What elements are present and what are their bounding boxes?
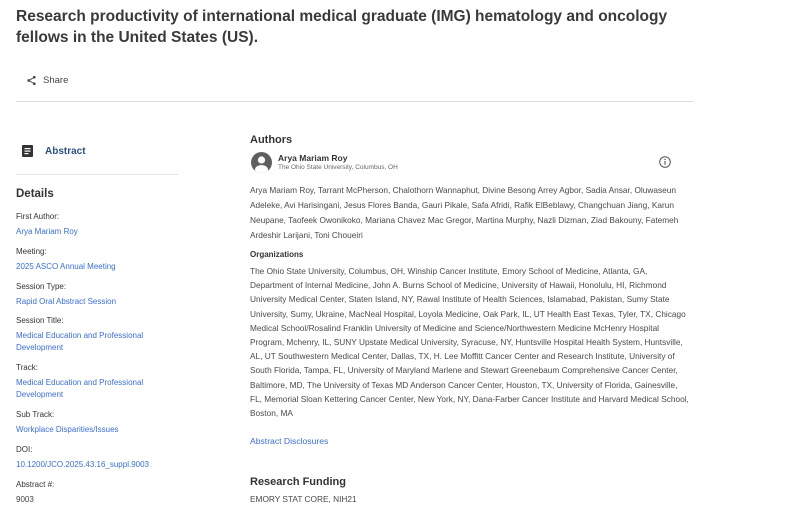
- session-type-link[interactable]: Rapid Oral Abstract Session: [16, 297, 117, 306]
- avatar: [251, 152, 272, 173]
- document-icon: [22, 145, 33, 157]
- detail-label: Meeting:: [16, 247, 47, 256]
- details-heading: Details: [16, 188, 54, 200]
- detail-doi: [16, 444, 176, 471]
- abstract-number-value: 9003: [16, 495, 34, 504]
- track-link[interactable]: Medical Education and Professional Development: [16, 378, 144, 399]
- detail-track: [16, 362, 176, 401]
- detail-session-title: [16, 315, 176, 354]
- detail-abstract-number: [16, 479, 176, 506]
- sidebar-item-abstract[interactable]: [22, 145, 86, 157]
- share-label: Share: [43, 75, 69, 86]
- author-info-button[interactable]: [659, 155, 671, 173]
- detail-label: Abstract #:: [16, 480, 55, 489]
- header-divider: [16, 101, 693, 102]
- detail-label: Sub Track:: [16, 410, 55, 419]
- detail-sub-track: [16, 409, 176, 436]
- meeting-link[interactable]: 2025 ASCO Annual Meeting: [16, 262, 116, 271]
- detail-label: Session Title:: [16, 316, 64, 325]
- page-title: Research productivity of international medical graduate (IMG) hematology and oncology fellows in the United States (US).: [16, 8, 668, 46]
- first-author-link[interactable]: Arya Mariam Roy: [16, 227, 78, 236]
- sub-track-link[interactable]: Workplace Disparities/Issues: [16, 425, 119, 434]
- organizations-heading: Organizations: [250, 250, 304, 259]
- research-funding-value: EMORY STAT CORE, NIH21: [250, 494, 357, 504]
- detail-session-type: [16, 281, 176, 308]
- info-icon: [659, 156, 671, 168]
- author-name: Arya Mariam Roy: [278, 153, 348, 163]
- share-button[interactable]: [26, 75, 68, 86]
- session-title-link[interactable]: Medical Education and Professional Development: [16, 331, 144, 352]
- detail-meeting: [16, 246, 176, 273]
- detail-label: Track:: [16, 363, 38, 372]
- detail-first-author: [16, 211, 176, 238]
- detail-label: DOI:: [16, 445, 33, 454]
- sidebar-divider: [16, 174, 178, 175]
- organizations-text: The Ohio State University, Columbus, OH, Winship Cancer Institute, Emory School of Medicine, Atlanta, GA, Department of Internal Medicine, John A. Burns School of Medicine, University of Hawaii, Honolulu, HI, Richmond University Medical Center, Staten Island, NY, Rawal Institute of Health Sciences, Islamabad, Pakistan, Sumy State University, Sumy, Ukraine, MacNeal Hospital, Loyola Medicine, Oak Park, IL, UT Health East Texas, Tyler, TX, Chicago Medical School/Rosalind Franklin University of Medicine and Science/Northwestern Medicine McHenry Hospital Program, Mchenry, IL, SUNY Upstate Medical University, Syracuse, NY, Huntsville Hospital Health System, Huntsville, AL, UT Southwestern Medical Center, Dallas, TX, H. Lee Moffitt Cancer Center and Research Institute, University of South Florida, Tampa, FL, University of Maryland Marlene and Stewart Greenebaum Comprehensive Cancer Center, Baltimore, MD, The University of Texas MD Anderson Cancer Center, Houston, TX, University of Florida, Gainesville, FL, Memorial Sloan Kettering Cancer Center, New York, NY, Dana-Farber Cancer Institute and Harvard Medical School, Boston, MA: [250, 266, 689, 419]
- authors-list: Arya Mariam Roy, Tarrant McPherson, Chalothorn Wannaphut, Divine Besong Arrey Agbor, Sadia Ansar, Oluwaseun Adeleke, Avi Harisingani, Jesus Flores Banda, Gauri Pikale, Safa Afridi, Rafik ElBeblawy, Changchuan Jiang, Karun Neupane, Taofeek Owonikoko, Mariana Chavez Mac Gregor, Martina Murphy, Nazli Dizman, Ziad Bakouny, Fatemeh Ardeshir Larijani, Toni Choueiri: [250, 185, 679, 240]
- detail-label: First Author:: [16, 212, 60, 221]
- share-icon: [26, 75, 37, 86]
- author-affiliation: The Ohio State University, Columbus, OH: [278, 164, 398, 171]
- sidebar-item-label: Abstract: [45, 145, 86, 157]
- research-funding-heading: Research Funding: [250, 476, 346, 488]
- abstract-disclosures-link[interactable]: Abstract Disclosures: [250, 436, 329, 446]
- doi-link[interactable]: 10.1200/JCO.2025.43.16_suppl.9003: [16, 460, 149, 469]
- user-icon: [251, 152, 272, 173]
- authors-heading: Authors: [250, 134, 293, 146]
- detail-label: Session Type:: [16, 282, 67, 291]
